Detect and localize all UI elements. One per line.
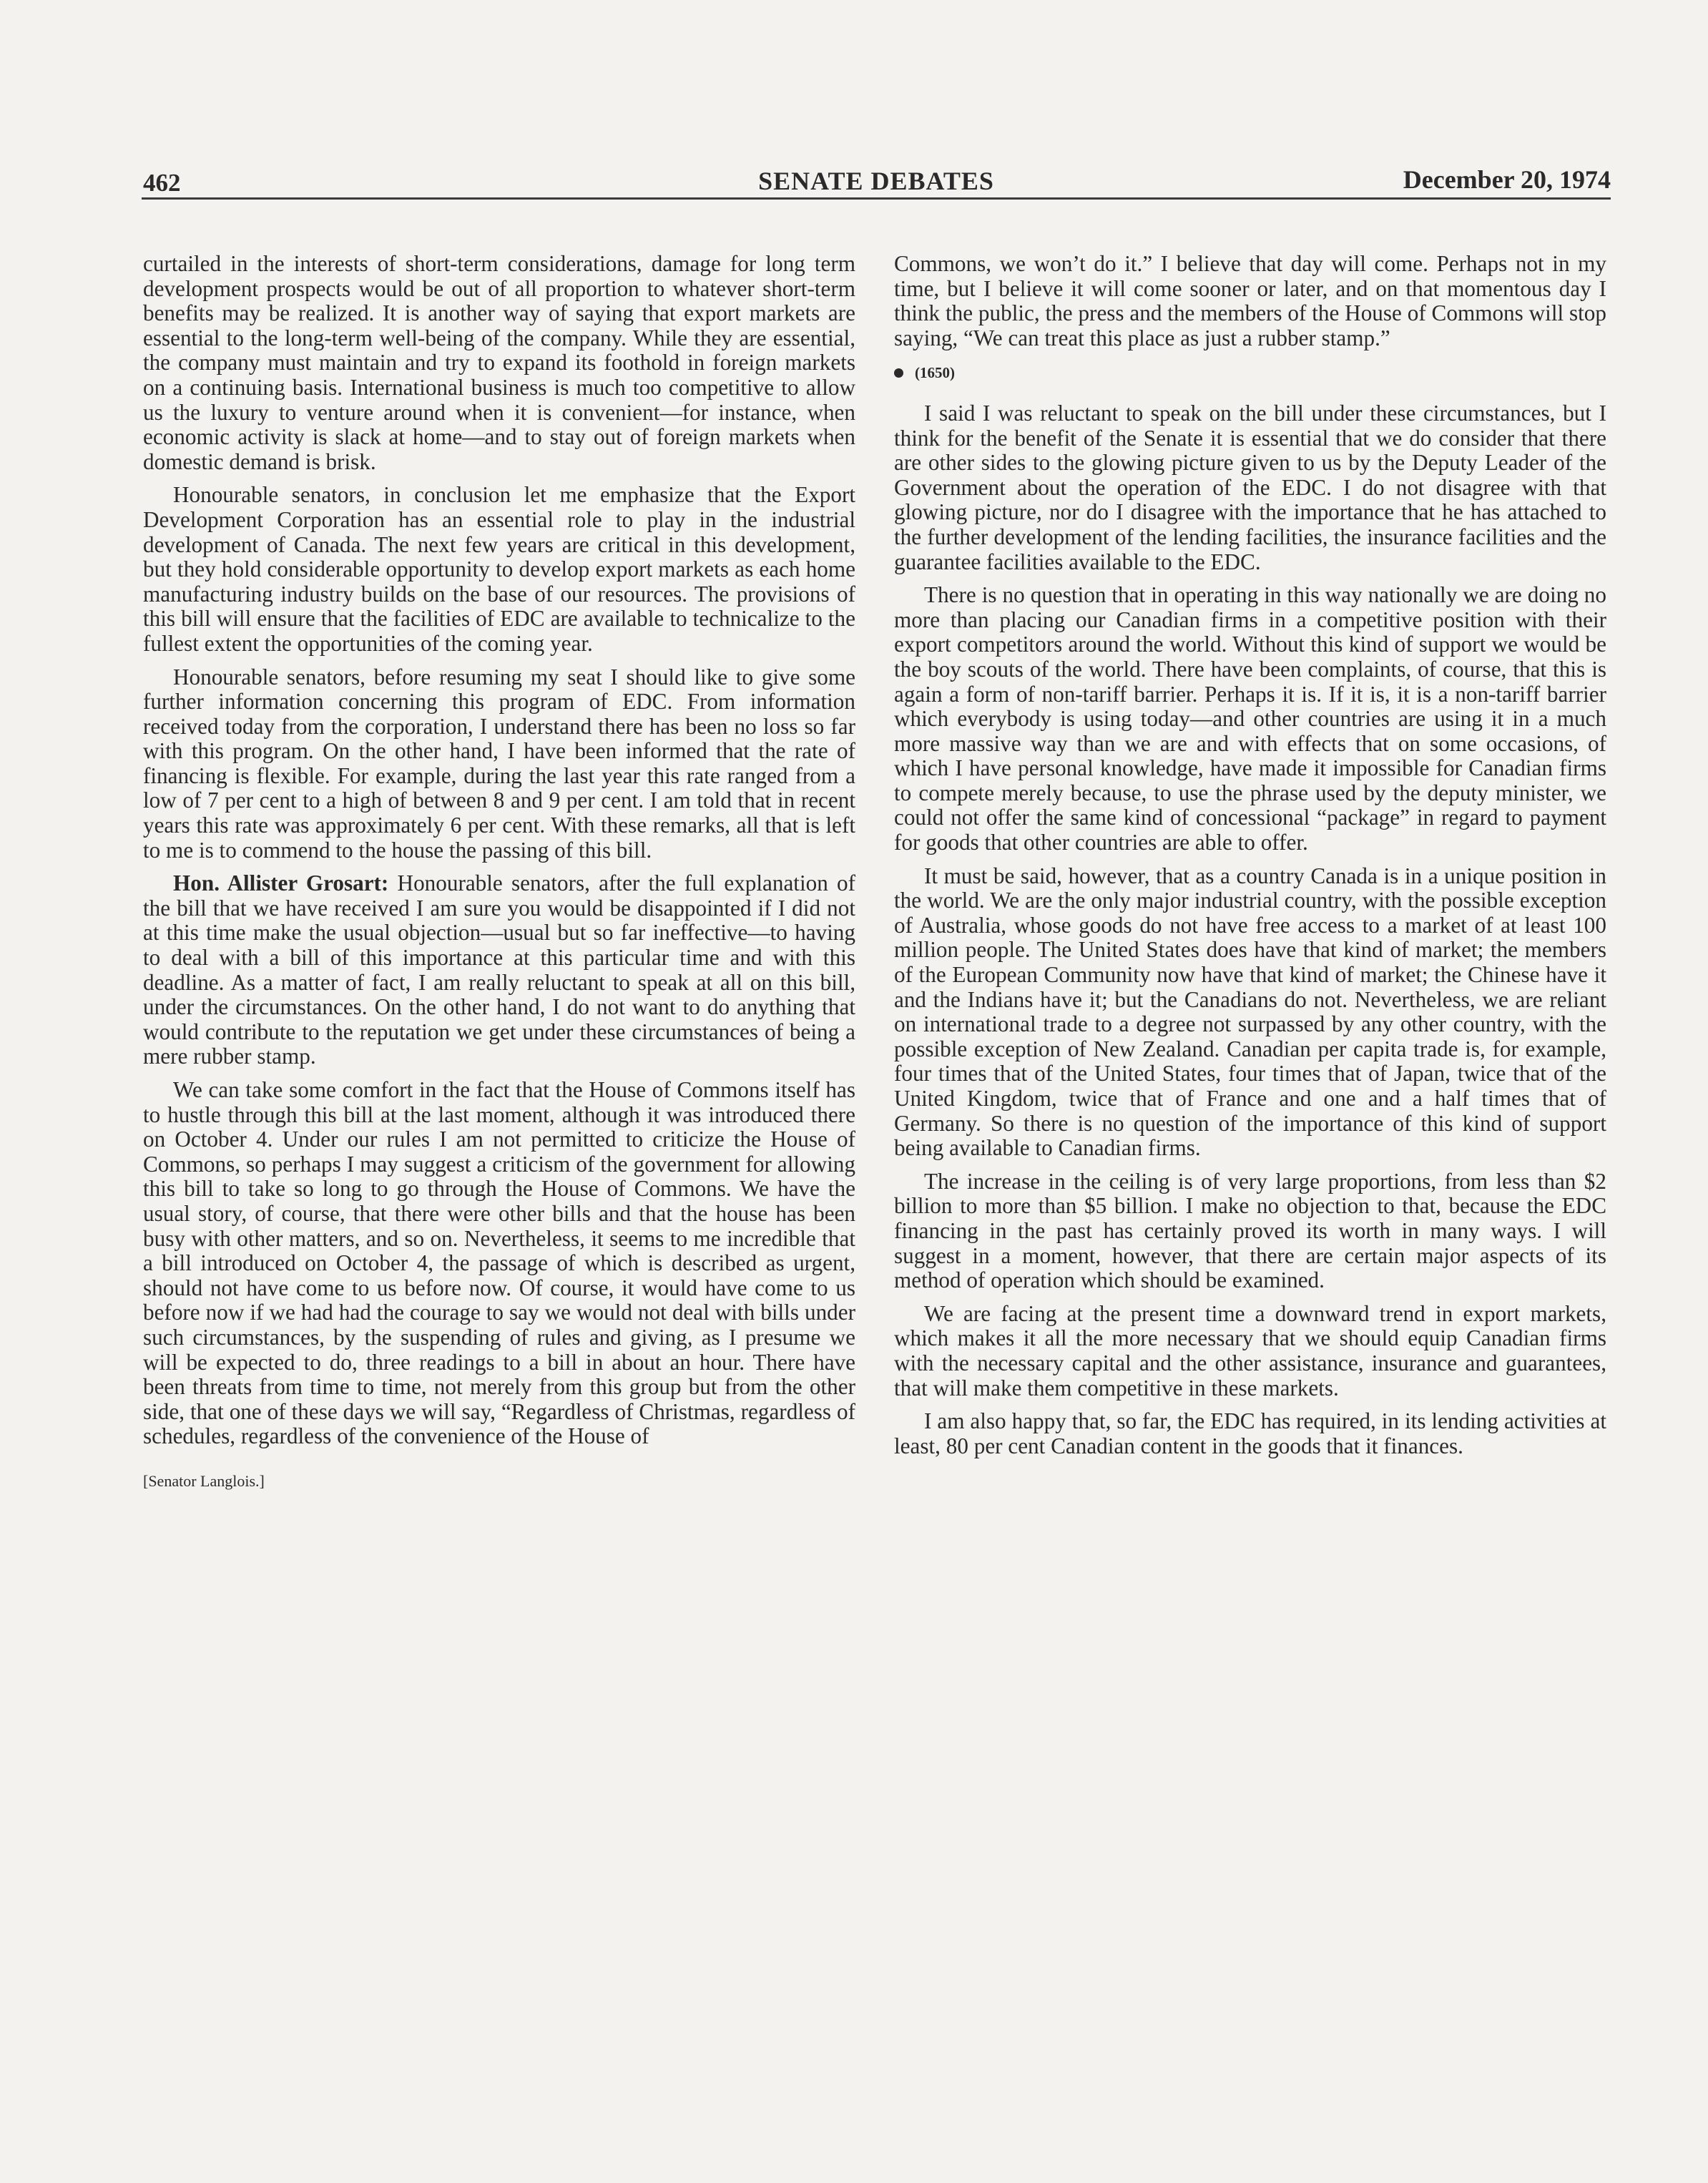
left-column <box>143 252 855 1494</box>
publication-title: SENATE DEBATES <box>758 167 994 195</box>
speech-paragraph <box>143 871 855 1069</box>
time-marker <box>894 360 1606 386</box>
paragraph: The increase in the ceiling is of very large proportions, from less than $2 billion to more than $5 billion. I make no objection to that, because the EDC financing in the past has certainly proved its worth in many ways. I will suggest in a moment, however, that there are certain major aspects of its method of operation which should be examined. <box>894 1168 1606 1293</box>
speech-text: Honourable senators, after the full explanation of the bill that we have received I am sure you would be disappointed if I did not at this time make the usual objection—usual but so far ineffective—to having to deal with a bill of this importance at this particular time and with this deadline. As a matter of fact, I am really reluctant to speak at all on this bill, under the circumstances. On the other hand, I do not want to do anything that would contribute to the reputation we get under these circumstances of being a mere rubber stamp. <box>143 870 855 1069</box>
bullet-icon <box>894 368 903 378</box>
paragraph: Honourable senators, in conclusion let me emphasize that the Export Development Corporation has an essential role to play in the industrial development of Canada. The next few years are critical in this development, but they hold considerable opportunity to develop export markets as each home manufacturing industry builds on the base of our resources. The provisions of this bill will ensure that the facilities of EDC are available to technicalize to the fullest extent the opportunities of the coming year. <box>143 482 855 656</box>
paragraph: It must be said, however, that as a country Canada is in a unique position in the world. We are the only major industrial country, with the possible exception of Australia, whose goods do not have free access to a market of at least 100 million people. The United States does have that kind of market; the members of the European Community now have that kind of market; the Chinese have it and the Indians have it; but the Canadians do not. Nevertheless, we are reliant on international trade to a degree not surpassed by any other country, with the possible exception of New Zealand. Canadian per capita trade is, for example, four times that of the United States, four times that of Japan, twice that of the United Kingdom, twice that of France and one and a half times that of Germany. So there is no question of the importance of this kind of support being available to Canadian firms. <box>894 863 1606 1161</box>
page-header <box>142 162 1611 200</box>
paragraph: I said I was reluctant to speak on the bill under these circumstances, but I think for the benefit of the Senate it is essential that we do consider that there are other sides to the glowing picture given to us by the Deputy Leader of the Government about the operation of the EDC. I do not disagree with that glowing picture, nor do I disagree with the importance that he has attached to the further development of the lending facilities, the insurance facilities and the guarantee facilities available to the EDC. <box>894 400 1606 574</box>
paragraph: I am also happy that, so far, the EDC has required, in its lending activities at least, 80 per cent Canadian content in the goods that it finances. <box>894 1408 1606 1458</box>
speaker-name: Hon. Allister Grosart: <box>173 870 389 896</box>
time-marker-text: (1650) <box>915 364 955 382</box>
paragraph: We can take some comfort in the fact that the House of Commons itself has to hustle through this bill at the last moment, although it was introduced there on October 4. Under our rules I am not permitted to criticize the House of Commons, so perhaps I may suggest a criticism of the government for allowing this bill to take so long to go through the House of Commons. We have the usual story, of course, that there were other bills and that the house has been busy with other matters, and so on. Nevertheless, it seems to me incredible that a bill introduced on October 4, the passage of which is described as urgent, should not have come to us before now. Of course, it would have come to us before now if we had had the courage to say we would not deal with bills under such circumstances, by the suspending of rules and giving, as I presume we will be expected to do, three readings to a bill in about an hour. There have been threats from time to time, not merely from this group but from the other side, that one of these days we will say, “Regardless of Christmas, regardless of schedules, regardless of the convenience of the House of <box>143 1077 855 1449</box>
right-column <box>894 252 1606 1467</box>
footer-note: [Senator Langlois.] <box>143 1471 265 1490</box>
paragraph: We are facing at the present time a downward trend in export markets, which makes it all the more necessary that we should equip Canadian firms with the necessary capital and the other assistance, insurance and guarantees, that will make them competitive in these markets. <box>894 1300 1606 1400</box>
paragraph: curtailed in the interests of short-term considerations, damage for long term development prospects would be out of all proportion to whatever short-term benefits may be realized. It is another way of saying that export markets are essential to the long-term well-being of the company. While they are essential, the company must maintain and try to expand its foothold in foreign markets on a continuing basis. International business is much too competitive to allow us the luxury to venture around when it is convenient—for instance, when economic activity is slack at home—and to stay out of foreign markets when domestic demand is brisk. <box>143 251 855 474</box>
publication-date: December 20, 1974 <box>1403 165 1611 194</box>
paragraph: Honourable senators, before resuming my seat I should like to give some further information concerning this program of EDC. From information received today from the corporation, I understand there has been no loss so far with this program. On the other hand, I have been informed that the rate of financing is flexible. For example, during the last year this rate ranged from a low of 7 per cent to a high of between 8 and 9 per cent. I am told that in recent years this rate was approximately 6 per cent. With these remarks, all that is left to me is to commend to the house the passing of this bill. <box>143 664 855 863</box>
paragraph: Commons, we won’t do it.” I believe that day will come. Perhaps not in my time, but I believe it will come sooner or later, and on that momentous day I think the public, the press and the members of the House of Commons will stop saying, “We can treat this place as just a rubber stamp.” <box>894 251 1606 350</box>
page-number: 462 <box>143 169 181 197</box>
paragraph: There is no question that in operating in this way nationally we are doing no more than placing our Canadian firms in a competitive position with their export competitors around the world. Without this kind of support we would be the boy scouts of the world. There have been complaints, of course, that this is again a form of non-tariff barrier. Perhaps it is. If it is, it is a non-tariff barrier which everybody is using today—and other countries are using it in a much more massive way than we are and with effects that on some occasions, of which I have personal knowledge, have made it impossible for Canadian firms to compete merely because, to use the phrase used by the deputy minister, we could not offer the same kind of concessional “package” in regard to payment for goods that other countries are able to offer. <box>894 582 1606 855</box>
